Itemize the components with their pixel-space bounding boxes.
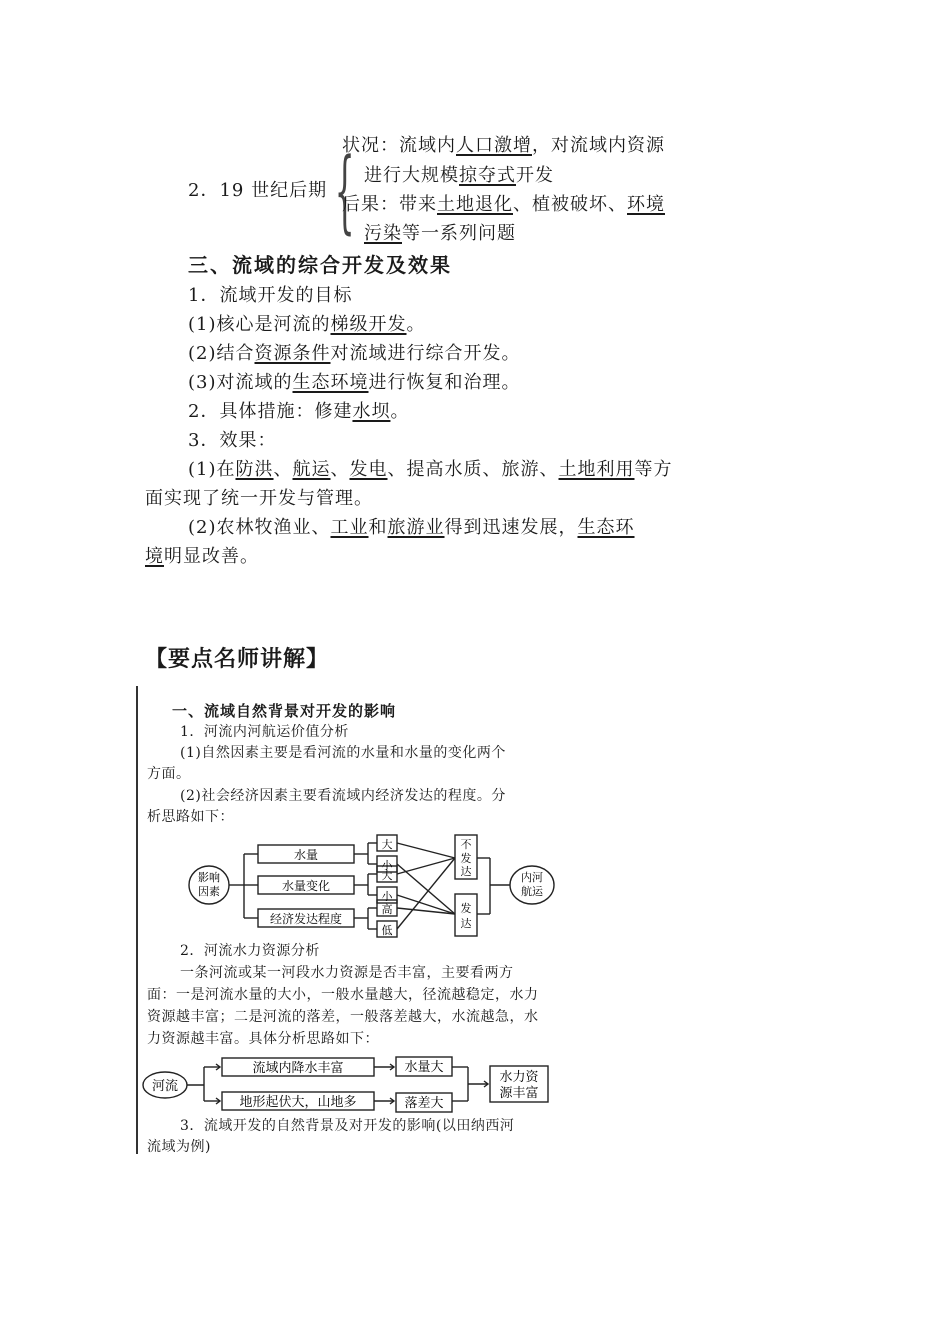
effect-2-sep2: 得到迅速发展， — [444, 517, 578, 538]
not-dev-3: 达 — [460, 865, 472, 878]
effect-1-blank-shipping: 航运 — [292, 459, 331, 480]
effect-1-blank-power: 发电 — [349, 459, 388, 480]
effect-1-cont: 面实现了统一开发与管理。 — [145, 488, 373, 509]
lecture-p7: 一条河流或某一河段水力资源是否丰富，主要看两方 — [180, 965, 514, 981]
consequence-line-2 — [364, 223, 516, 245]
consequence-blank-land: 土地退化 — [437, 194, 513, 215]
effect-2-blank-env: 境 — [145, 546, 164, 567]
small-2: 小 — [381, 890, 393, 903]
effect-1-b: 等方 — [634, 459, 673, 480]
low: 低 — [381, 924, 393, 937]
drop-label: 落差大 — [404, 1096, 444, 1111]
effect-1-sep1: 、 — [273, 459, 293, 480]
not-dev-2: 发 — [460, 852, 472, 865]
lecture-p12: 流域为例) — [147, 1139, 211, 1155]
goal-3-b: 进行恢复和治理。 — [368, 372, 521, 393]
effect-2-blank-tourism: 旅游业 — [387, 517, 445, 538]
effect-1-blank-land: 土地利用 — [558, 459, 635, 480]
lecture-p5: 析思路如下： — [147, 809, 234, 825]
dev-1: 发 — [460, 902, 472, 915]
effect-1-blank-flood: 防洪 — [235, 459, 274, 480]
consequence-label: 后果：带来 — [342, 194, 437, 215]
small-1: 小 — [381, 859, 393, 872]
goal-2-blank: 资源条件 — [254, 343, 331, 364]
period-label: 2．19 世纪后期 — [188, 180, 328, 201]
goal-2-a: (2)结合 — [188, 343, 255, 364]
status-line — [342, 135, 665, 157]
big-2: 大 — [381, 869, 393, 882]
effect-1 — [188, 459, 673, 481]
result-l2: 源丰富 — [499, 1086, 539, 1101]
goal-1-a: (1)核心是河流的 — [188, 314, 331, 335]
precip-label: 流域内降水丰富 — [252, 1061, 344, 1076]
lecture-p11: 3．流域开发的自然背景及对开发的影响(以田纳西河 — [180, 1118, 515, 1134]
effect-2-cont — [145, 546, 259, 568]
inland-l1: 内河 — [521, 871, 543, 884]
navigation-diagram — [180, 828, 570, 943]
goal-1-blank: 梯级开发 — [330, 314, 407, 335]
influence-l2: 因素 — [198, 885, 220, 898]
lecture-heading: 一、流域自然背景对开发的影响 — [172, 702, 397, 720]
result-l1: 水力资 — [499, 1070, 539, 1085]
section3-heading: 三、流域的综合开发及效果 — [188, 253, 452, 277]
lecture-p10: 力资源越丰富。具体分析思路如下： — [147, 1031, 379, 1047]
effect-2-blank-eco: 生态环 — [577, 517, 635, 538]
big-1: 大 — [381, 838, 393, 851]
status-line-2 — [364, 165, 554, 187]
lecture-p4: (2)社会经济因素主要看流域内经济发达的程度。分 — [180, 788, 506, 804]
goal-2 — [188, 343, 521, 365]
effect-1-a: (1)在 — [188, 459, 236, 480]
goal-1-b: 。 — [406, 314, 426, 335]
goal-3-blank: 生态环境 — [292, 372, 369, 393]
status-rest: ，对流域内资源 — [532, 135, 665, 156]
consequence-rest: 等一系列问题 — [402, 223, 516, 244]
consequence-blank-env: 环境 — [627, 194, 665, 215]
river-label: 河流 — [151, 1079, 179, 1094]
consequence-line — [342, 194, 665, 216]
status-blank-plunder: 掠夺式 — [459, 165, 516, 186]
effect-1-sep3: 、提高水质、旅游、 — [387, 459, 559, 480]
measures — [188, 401, 409, 423]
effect-2-a: (2)农林牧渔业、 — [188, 517, 331, 538]
goal-heading: 1．流域开发的目标 — [188, 285, 353, 306]
not-dev-1: 不 — [460, 838, 472, 851]
goal-3 — [188, 372, 521, 394]
lecture-p6: 2．河流水力资源分析 — [180, 943, 320, 959]
volume-label: 水量大 — [404, 1060, 444, 1075]
high: 高 — [381, 903, 393, 916]
status-text-a: 进行大规模 — [364, 165, 459, 186]
hydropower-diagram — [140, 1052, 560, 1116]
effect-1-sep2: 、 — [330, 459, 350, 480]
measures-a: 2．具体措施：修建 — [188, 401, 353, 422]
section-title: 【要点名师讲解】 — [145, 647, 330, 672]
goal-3-a: (3)对流域的 — [188, 372, 293, 393]
lecture-p8: 面：一是河流水量的大小，一般水量越大，径流越稳定，水力 — [147, 987, 539, 1003]
effect-2-blank-industry: 工业 — [330, 517, 369, 538]
inland-l2: 航运 — [521, 885, 543, 898]
status-label: 状况：流域内 — [342, 135, 456, 156]
consequence-mid: 、植被破坏、 — [513, 194, 627, 215]
lecture-p2: (1)自然因素主要是看河流的水量和水量的变化两个 — [180, 745, 506, 761]
goal-1 — [188, 314, 426, 336]
effect-2-sep1: 和 — [368, 517, 388, 538]
left-brace: { — [334, 139, 355, 244]
water-volume-label: 水量 — [293, 848, 319, 862]
effect-2 — [188, 517, 635, 539]
effects-heading: 3．效果： — [188, 430, 277, 451]
influence-l1: 影响 — [198, 871, 220, 884]
status-text-b: 开发 — [516, 165, 554, 186]
consequence-blank-pollution: 污染 — [364, 223, 402, 244]
status-blank-population: 人口激增 — [456, 135, 532, 156]
economy-label: 经济发达程度 — [269, 912, 343, 926]
left-margin-rule — [136, 686, 138, 1154]
lecture-p3: 方面。 — [147, 766, 191, 782]
water-change-label: 水量变化 — [281, 879, 331, 893]
terrain-label: 地形起伏大，山地多 — [239, 1095, 357, 1110]
measures-b: 。 — [390, 401, 410, 422]
measures-blank: 水坝 — [352, 401, 391, 422]
lecture-p9: 资源越丰富；二是河流的落差，一般落差越大，水流越急，水 — [147, 1009, 539, 1025]
lecture-p1: 1．河流内河航运价值分析 — [180, 724, 349, 740]
dev-2: 达 — [460, 917, 472, 930]
goal-2-b: 对流域进行综合开发。 — [330, 343, 521, 364]
effect-2-b: 明显改善。 — [164, 546, 259, 567]
